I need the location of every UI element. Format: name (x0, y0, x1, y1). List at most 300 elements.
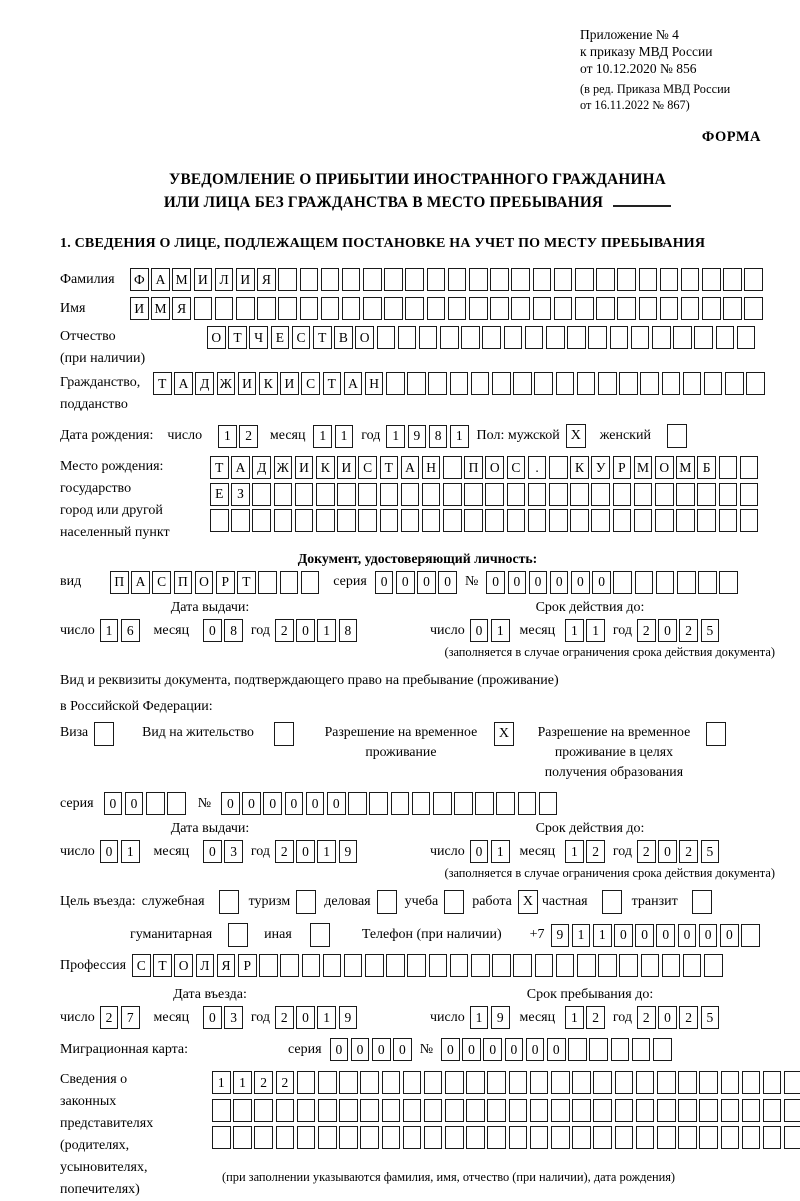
form-cell[interactable]: 1 (470, 1006, 489, 1029)
form-cell[interactable]: 1 (121, 840, 140, 863)
form-cell[interactable]: Я (172, 297, 191, 320)
form-cell[interactable] (360, 1126, 379, 1149)
form-cell[interactable] (252, 509, 271, 532)
form-cell[interactable] (280, 571, 299, 594)
form-cell[interactable] (318, 1126, 337, 1149)
form-cell[interactable] (528, 483, 547, 506)
form-cell[interactable]: 6 (121, 619, 140, 642)
form-cell[interactable]: М (676, 456, 695, 479)
form-cell[interactable]: Р (216, 571, 235, 594)
form-cell[interactable] (657, 1099, 676, 1122)
form-cell[interactable]: С (152, 571, 171, 594)
form-cell[interactable]: Т (228, 326, 247, 349)
form-cell[interactable] (407, 954, 426, 977)
form-cell[interactable] (704, 954, 723, 977)
form-cell[interactable] (509, 1099, 528, 1122)
form-cell[interactable]: 2 (276, 1071, 295, 1094)
form-cell[interactable] (323, 954, 342, 977)
form-cell[interactable]: О (195, 571, 214, 594)
form-cell[interactable] (278, 268, 297, 291)
form-cell[interactable]: И (280, 372, 299, 395)
form-cell[interactable] (424, 1071, 443, 1094)
form-cell[interactable] (660, 297, 679, 320)
form-cell[interactable]: Н (422, 456, 441, 479)
form-cell[interactable]: Р (238, 954, 257, 977)
form-cell[interactable] (300, 268, 319, 291)
form-cell[interactable] (572, 1071, 591, 1094)
form-cell[interactable]: Т (313, 326, 332, 349)
form-cell[interactable] (697, 483, 716, 506)
form-cell[interactable]: . (528, 456, 547, 479)
form-cell[interactable] (652, 326, 671, 349)
form-cell[interactable] (611, 1038, 630, 1061)
form-cell[interactable] (469, 268, 488, 291)
form-cell[interactable] (549, 509, 568, 532)
form-cell[interactable] (509, 1071, 528, 1094)
form-cell[interactable]: И (236, 268, 255, 291)
form-cell[interactable] (656, 571, 675, 594)
form-cell[interactable] (551, 1099, 570, 1122)
form-cell[interactable]: 0 (658, 619, 677, 642)
form-cell[interactable]: 0 (592, 571, 611, 594)
form-cell[interactable] (617, 268, 636, 291)
form-cell[interactable] (588, 326, 607, 349)
form-cell[interactable]: 0 (203, 1006, 222, 1029)
form-cell[interactable]: 0 (470, 840, 489, 863)
form-cell[interactable]: Ж (217, 372, 236, 395)
form-cell[interactable]: З (231, 483, 250, 506)
form-cell[interactable]: К (316, 456, 335, 479)
form-cell[interactable] (615, 1071, 634, 1094)
form-cell[interactable] (382, 1126, 401, 1149)
form-cell[interactable]: М (634, 456, 653, 479)
form-cell[interactable] (443, 483, 462, 506)
form-cell[interactable]: 2 (679, 1006, 698, 1029)
form-cell[interactable] (429, 954, 448, 977)
form-cell[interactable] (784, 1099, 800, 1122)
form-cell[interactable] (469, 297, 488, 320)
form-cell[interactable]: 9 (491, 1006, 510, 1029)
form-cell[interactable] (534, 372, 553, 395)
form-cell[interactable]: Л (196, 954, 215, 977)
form-cell[interactable]: 0 (441, 1038, 460, 1061)
form-cell[interactable] (678, 1099, 697, 1122)
sex-female-checkbox[interactable] (667, 424, 687, 448)
form-cell[interactable] (530, 1099, 549, 1122)
form-cell[interactable] (316, 509, 335, 532)
form-cell[interactable] (363, 268, 382, 291)
form-cell[interactable] (655, 483, 674, 506)
form-cell[interactable]: С (132, 954, 151, 977)
form-cell[interactable] (763, 1099, 782, 1122)
form-cell[interactable] (212, 1126, 231, 1149)
form-cell[interactable]: Д (195, 372, 214, 395)
form-cell[interactable] (382, 1099, 401, 1122)
form-cell[interactable] (280, 954, 299, 977)
form-cell[interactable] (636, 1071, 655, 1094)
form-cell[interactable] (737, 326, 756, 349)
form-cell[interactable]: 1 (586, 619, 605, 642)
form-cell[interactable] (657, 1071, 676, 1094)
form-cell[interactable] (640, 372, 659, 395)
form-cell[interactable] (316, 483, 335, 506)
form-cell[interactable] (572, 1126, 591, 1149)
form-cell[interactable] (593, 1071, 612, 1094)
form-cell[interactable] (535, 954, 554, 977)
form-cell[interactable]: П (464, 456, 483, 479)
form-cell[interactable] (450, 954, 469, 977)
form-cell[interactable]: Е (271, 326, 290, 349)
form-cell[interactable] (533, 297, 552, 320)
form-cell[interactable]: 3 (224, 1006, 243, 1029)
form-cell[interactable] (683, 954, 702, 977)
purpose-study-checkbox[interactable] (444, 890, 464, 914)
form-cell[interactable] (464, 509, 483, 532)
form-cell[interactable] (450, 372, 469, 395)
form-cell[interactable] (258, 571, 277, 594)
form-cell[interactable] (513, 372, 532, 395)
form-cell[interactable]: 1 (335, 425, 354, 448)
form-cell[interactable]: А (231, 456, 250, 479)
form-cell[interactable] (504, 326, 523, 349)
form-cell[interactable] (653, 1038, 672, 1061)
form-cell[interactable]: 0 (483, 1038, 502, 1061)
form-cell[interactable] (301, 571, 320, 594)
purpose-tourism-checkbox[interactable] (296, 890, 316, 914)
form-cell[interactable] (681, 268, 700, 291)
form-cell[interactable] (721, 1071, 740, 1094)
form-cell[interactable] (490, 297, 509, 320)
form-cell[interactable] (784, 1126, 800, 1149)
form-cell[interactable] (212, 1099, 231, 1122)
form-cell[interactable]: П (174, 571, 193, 594)
form-cell[interactable] (698, 571, 717, 594)
form-cell[interactable] (549, 456, 568, 479)
form-cell[interactable] (636, 1126, 655, 1149)
form-cell[interactable] (719, 509, 738, 532)
form-cell[interactable]: К (259, 372, 278, 395)
purpose-business-checkbox[interactable] (377, 890, 397, 914)
form-cell[interactable] (475, 792, 494, 815)
form-cell[interactable] (466, 1071, 485, 1094)
form-cell[interactable] (448, 268, 467, 291)
form-cell[interactable] (215, 297, 234, 320)
form-cell[interactable]: 1 (218, 425, 237, 448)
form-cell[interactable]: 0 (614, 924, 633, 947)
form-cell[interactable]: Т (237, 571, 256, 594)
form-cell[interactable] (377, 326, 396, 349)
form-cell[interactable] (554, 268, 573, 291)
form-cell[interactable]: 1 (593, 924, 612, 947)
form-cell[interactable]: 1 (572, 924, 591, 947)
form-cell[interactable] (613, 509, 632, 532)
form-cell[interactable] (533, 268, 552, 291)
form-cell[interactable] (589, 1038, 608, 1061)
form-cell[interactable]: А (344, 372, 363, 395)
form-cell[interactable] (634, 483, 653, 506)
form-cell[interactable] (369, 792, 388, 815)
form-cell[interactable] (593, 1126, 612, 1149)
form-cell[interactable] (634, 509, 653, 532)
form-cell[interactable]: 0 (327, 792, 346, 815)
form-cell[interactable] (723, 268, 742, 291)
form-cell[interactable] (448, 297, 467, 320)
form-cell[interactable] (233, 1126, 252, 1149)
form-cell[interactable]: 9 (408, 425, 427, 448)
form-cell[interactable]: 0 (547, 1038, 566, 1061)
form-cell[interactable] (297, 1126, 316, 1149)
form-cell[interactable]: 2 (679, 619, 698, 642)
form-cell[interactable]: Д (252, 456, 271, 479)
form-cell[interactable]: И (130, 297, 149, 320)
form-cell[interactable] (740, 483, 759, 506)
form-cell[interactable] (699, 1071, 718, 1094)
form-cell[interactable] (384, 297, 403, 320)
form-cell[interactable] (490, 268, 509, 291)
form-cell[interactable] (742, 1071, 761, 1094)
form-cell[interactable]: Н (365, 372, 384, 395)
form-cell[interactable]: 0 (396, 571, 415, 594)
form-cell[interactable]: 0 (203, 619, 222, 642)
form-cell[interactable] (683, 372, 702, 395)
form-cell[interactable] (318, 1071, 337, 1094)
form-cell[interactable] (365, 954, 384, 977)
form-cell[interactable]: 0 (529, 571, 548, 594)
form-cell[interactable]: 0 (550, 571, 569, 594)
form-cell[interactable] (419, 326, 438, 349)
form-cell[interactable] (487, 1071, 506, 1094)
form-cell[interactable] (554, 297, 573, 320)
form-cell[interactable]: А (401, 456, 420, 479)
form-cell[interactable] (632, 1038, 651, 1061)
form-cell[interactable] (487, 1099, 506, 1122)
form-cell[interactable] (596, 268, 615, 291)
form-cell[interactable] (507, 509, 526, 532)
form-cell[interactable] (391, 792, 410, 815)
form-cell[interactable] (719, 483, 738, 506)
form-cell[interactable] (615, 1126, 634, 1149)
form-cell[interactable] (662, 372, 681, 395)
form-cell[interactable] (254, 1099, 273, 1122)
form-cell[interactable]: 9 (339, 840, 358, 863)
form-cell[interactable] (274, 483, 293, 506)
form-cell[interactable] (257, 297, 276, 320)
form-cell[interactable]: С (507, 456, 526, 479)
form-cell[interactable] (405, 268, 424, 291)
form-cell[interactable] (422, 483, 441, 506)
form-cell[interactable] (635, 571, 654, 594)
form-cell[interactable] (570, 509, 589, 532)
form-cell[interactable] (278, 297, 297, 320)
form-cell[interactable] (572, 1099, 591, 1122)
form-cell[interactable]: 0 (571, 571, 590, 594)
form-cell[interactable]: 1 (386, 425, 405, 448)
form-cell[interactable] (567, 326, 586, 349)
form-cell[interactable]: О (355, 326, 374, 349)
form-cell[interactable] (342, 297, 361, 320)
form-cell[interactable]: 0 (470, 619, 489, 642)
form-cell[interactable] (297, 1099, 316, 1122)
form-cell[interactable] (428, 372, 447, 395)
form-cell[interactable]: Ч (249, 326, 268, 349)
form-cell[interactable] (276, 1126, 295, 1149)
form-cell[interactable] (694, 326, 713, 349)
purpose-other-checkbox[interactable] (310, 923, 330, 947)
form-cell[interactable]: 0 (296, 840, 315, 863)
form-cell[interactable]: 0 (658, 1006, 677, 1029)
form-cell[interactable] (546, 326, 565, 349)
form-cell[interactable] (380, 509, 399, 532)
form-cell[interactable] (610, 326, 629, 349)
form-cell[interactable]: 1 (233, 1071, 252, 1094)
form-cell[interactable] (570, 483, 589, 506)
form-cell[interactable] (321, 297, 340, 320)
form-cell[interactable] (440, 326, 459, 349)
form-cell[interactable] (615, 1099, 634, 1122)
form-cell[interactable]: 0 (438, 571, 457, 594)
form-cell[interactable]: 1 (100, 619, 119, 642)
temp-residence-edu-checkbox[interactable] (706, 722, 726, 746)
form-cell[interactable]: Т (153, 372, 172, 395)
form-cell[interactable] (723, 297, 742, 320)
form-cell[interactable]: Т (210, 456, 229, 479)
form-cell[interactable] (233, 1099, 252, 1122)
form-cell[interactable] (530, 1071, 549, 1094)
form-cell[interactable] (496, 792, 515, 815)
form-cell[interactable]: И (238, 372, 257, 395)
form-cell[interactable] (598, 954, 617, 977)
form-cell[interactable] (405, 297, 424, 320)
form-cell[interactable] (681, 297, 700, 320)
form-cell[interactable] (746, 372, 765, 395)
form-cell[interactable]: 0 (203, 840, 222, 863)
form-cell[interactable]: 8 (224, 619, 243, 642)
form-cell[interactable] (482, 326, 501, 349)
form-cell[interactable] (236, 297, 255, 320)
form-cell[interactable]: О (174, 954, 193, 977)
form-cell[interactable] (492, 954, 511, 977)
form-cell[interactable] (492, 372, 511, 395)
form-cell[interactable]: 0 (486, 571, 505, 594)
form-cell[interactable] (511, 297, 530, 320)
form-cell[interactable] (485, 483, 504, 506)
form-cell[interactable]: 1 (450, 425, 469, 448)
form-cell[interactable]: 5 (701, 619, 720, 642)
form-cell[interactable]: М (151, 297, 170, 320)
form-cell[interactable] (445, 1071, 464, 1094)
form-cell[interactable]: 2 (679, 840, 698, 863)
form-cell[interactable] (509, 1126, 528, 1149)
form-cell[interactable] (744, 268, 763, 291)
form-cell[interactable] (358, 509, 377, 532)
form-cell[interactable] (763, 1071, 782, 1094)
form-cell[interactable] (556, 954, 575, 977)
form-cell[interactable] (398, 326, 417, 349)
form-cell[interactable] (454, 792, 473, 815)
form-cell[interactable]: 1 (491, 840, 510, 863)
form-cell[interactable] (744, 297, 763, 320)
form-cell[interactable] (530, 1126, 549, 1149)
form-cell[interactable] (461, 326, 480, 349)
form-cell[interactable] (577, 372, 596, 395)
form-cell[interactable] (295, 509, 314, 532)
form-cell[interactable] (702, 297, 721, 320)
form-cell[interactable] (721, 1126, 740, 1149)
form-cell[interactable]: Л (215, 268, 234, 291)
temp-residence-checkbox[interactable]: X (494, 722, 514, 746)
form-cell[interactable] (676, 483, 695, 506)
form-cell[interactable]: А (131, 571, 150, 594)
form-cell[interactable] (631, 326, 650, 349)
form-cell[interactable]: 2 (275, 1006, 294, 1029)
form-cell[interactable]: 3 (224, 840, 243, 863)
form-cell[interactable]: 0 (242, 792, 261, 815)
form-cell[interactable] (613, 483, 632, 506)
form-cell[interactable] (360, 1071, 379, 1094)
form-cell[interactable] (386, 372, 405, 395)
form-cell[interactable]: 2 (637, 1006, 656, 1029)
form-cell[interactable] (619, 954, 638, 977)
form-cell[interactable]: 0 (221, 792, 240, 815)
form-cell[interactable] (407, 372, 426, 395)
form-cell[interactable]: О (207, 326, 226, 349)
form-cell[interactable]: 2 (100, 1006, 119, 1029)
form-cell[interactable]: М (172, 268, 191, 291)
form-cell[interactable]: 8 (339, 619, 358, 642)
form-cell[interactable] (403, 1126, 422, 1149)
form-cell[interactable]: 5 (701, 840, 720, 863)
form-cell[interactable] (511, 268, 530, 291)
form-cell[interactable] (443, 456, 462, 479)
form-cell[interactable]: 2 (637, 619, 656, 642)
form-cell[interactable] (252, 483, 271, 506)
form-cell[interactable] (673, 326, 692, 349)
form-cell[interactable] (678, 1126, 697, 1149)
form-cell[interactable] (445, 1126, 464, 1149)
form-cell[interactable]: 0 (372, 1038, 391, 1061)
form-cell[interactable]: 1 (313, 425, 332, 448)
form-cell[interactable] (518, 792, 537, 815)
form-cell[interactable]: 2 (637, 840, 656, 863)
form-cell[interactable] (146, 792, 165, 815)
form-cell[interactable]: 0 (351, 1038, 370, 1061)
form-cell[interactable] (445, 1099, 464, 1122)
form-cell[interactable] (662, 954, 681, 977)
form-cell[interactable] (487, 1126, 506, 1149)
form-cell[interactable] (471, 954, 490, 977)
form-cell[interactable]: В (334, 326, 353, 349)
form-cell[interactable] (699, 1126, 718, 1149)
form-cell[interactable] (403, 1071, 422, 1094)
form-cell[interactable]: 5 (701, 1006, 720, 1029)
purpose-humanitarian-checkbox[interactable] (228, 923, 248, 947)
form-cell[interactable]: 0 (678, 924, 697, 947)
form-cell[interactable] (401, 483, 420, 506)
form-cell[interactable] (639, 297, 658, 320)
form-cell[interactable]: 2 (586, 840, 605, 863)
form-cell[interactable]: 0 (125, 792, 144, 815)
form-cell[interactable] (194, 297, 213, 320)
form-cell[interactable] (339, 1099, 358, 1122)
form-cell[interactable] (358, 483, 377, 506)
form-cell[interactable]: 9 (551, 924, 570, 947)
form-cell[interactable] (636, 1099, 655, 1122)
form-cell[interactable]: 0 (330, 1038, 349, 1061)
form-cell[interactable] (321, 268, 340, 291)
form-cell[interactable]: И (337, 456, 356, 479)
form-cell[interactable]: А (151, 268, 170, 291)
form-cell[interactable]: 1 (565, 1006, 584, 1029)
